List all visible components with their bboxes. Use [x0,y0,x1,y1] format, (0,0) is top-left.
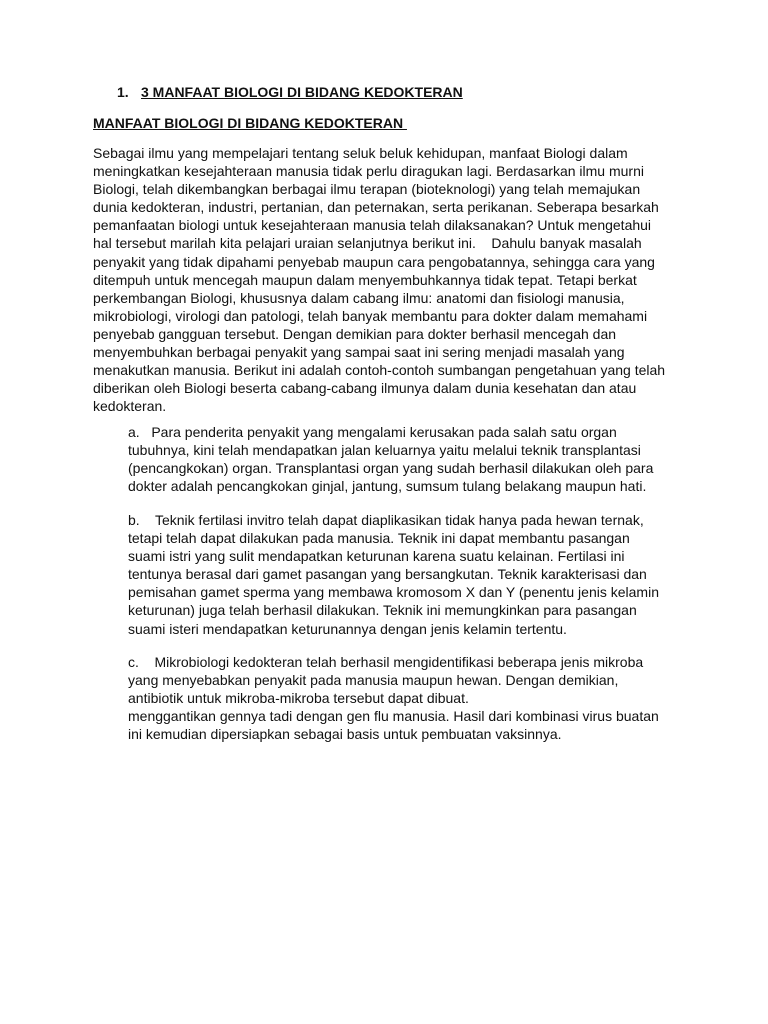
text-line: penyakit yang tidak dipahami penyebab maupun cara pengobatannya, sehingga cara yang [93,253,655,270]
section-heading [117,84,463,100]
text-line: menakutkan manusia. Berikut ini adalah contoh-contoh sumbangan pengetahuan yang telah [93,362,666,379]
text-line: diberikan oleh Biologi beserta cabang-cabang ilmunya dalam dunia kesehatan dan atau [93,380,637,397]
text-line: c. Mikrobiologi kedokteran telah berhasil mengidentifikasi beberapa jenis mikroba [128,654,644,670]
heading-title: 3 MANFAAT BIOLOGI DI BIDANG KEDOKTERAN [141,84,463,100]
text-line: menyembuhkan berbagai penyakit yang sampai saat ini sering menjadi masalah yang [93,344,625,361]
text-line: (pencangkokan) organ. Transplantasi organ yang sudah berhasil dilakukan oleh para [128,460,654,477]
text-line: antibiotik untuk mikroba-mikroba tersebut dapat dibuat. [128,690,469,707]
text-line: pemisahan gamet sperma yang membawa kromosom X dan Y (penentu jenis kelamin [128,584,659,601]
heading-number: 1. [117,84,129,100]
text-line: keturunan) juga telah berhasil dilakukan. Teknik ini memungkinkan para pasangan [128,602,637,619]
text-line: pemanfaatan biologi untuk kesejahteraan manusia telah dilaksanakan? Untuk mengetahui [93,217,652,234]
text-line: a. Para penderita penyakit yang mengalami kerusakan pada salah satu organ [128,424,617,440]
text-line: mikrobiologi, virologi dan patologi, telah banyak membantu para dokter dalam memahami [93,307,648,324]
text-line: yang menyebabkan penyakit pada manusia maupun hewan. Dengan demikian, [128,672,619,689]
text-line: kedokteran. [93,398,167,415]
text-line: dokter adalah pencangkokan ginjal, jantung, sumsum tulang belakang maupun hati. [128,478,647,495]
text-line: penyebab gangguan tersebut. Dengan demikian para dokter berhasil mencegah dan [93,325,617,342]
text-line: perkembangan Biologi, khususnya dalam cabang ilmu: anatomi dan fisiologi manusia, [93,289,625,306]
text-line: suami isteri mendapatkan keturunannya dengan jenis kelamin tertentu. [128,620,567,637]
subheading: MANFAAT BIOLOGI DI BIDANG KEDOKTERAN [93,115,407,131]
text-line: tentunya berasal dari gamet pasangan yang bersangkutan. Teknik karakterisasi dan [128,566,647,583]
text-line: ditempuh untuk mencegah maupun dalam menyembuhkannya tidak tepat. Tetapi berkat [93,271,637,288]
text-line: hal tersebut marilah kita pelajari uraian selanjutnya berikut ini. Dahulu banyak masalah [93,235,642,252]
text-line: tetapi telah dapat dilakukan pada manusia. Teknik ini dapat membantu pasangan [128,530,630,547]
list-item-a [128,423,688,495]
text-line: menggantikan gennya tadi dengan gen flu manusia. Hasil dari kombinasi virus buatan [128,708,659,725]
text-line: suami istri yang sulit mendapatkan keturunan karena suatu kelainan. Fertilasi ini [128,548,625,565]
intro-paragraph [93,144,683,415]
text-line: dunia kedokteran, industri, pertanian, dan peternakan, serta perikanan. Seberapa besarkah [93,199,659,216]
text-line: ini kemudian dipersiapkan sebagai basis untuk pembuatan vaksinnya. [128,726,562,743]
list-item-b [128,511,688,638]
text-line: Biologi, telah dikembangkan berbagai ilmu terapan (bioteknologi) yang telah memajukan [93,181,641,198]
list-item-c [128,653,688,743]
text-line: Sebagai ilmu yang mempelajari tentang seluk beluk kehidupan, manfaat Biologi dalam [93,145,628,161]
text-line: b. Teknik fertilasi invitro telah dapat diaplikasikan tidak hanya pada hewan ternak, [128,512,644,528]
text-line: tubuhnya, kini telah mendapatkan jalan keluarnya yaitu melalui teknik transplantasi [128,442,641,459]
text-line: meningkatkan kesejahteraan manusia tidak perlu diragukan lagi. Berdasarkan ilmu murni [93,163,644,180]
